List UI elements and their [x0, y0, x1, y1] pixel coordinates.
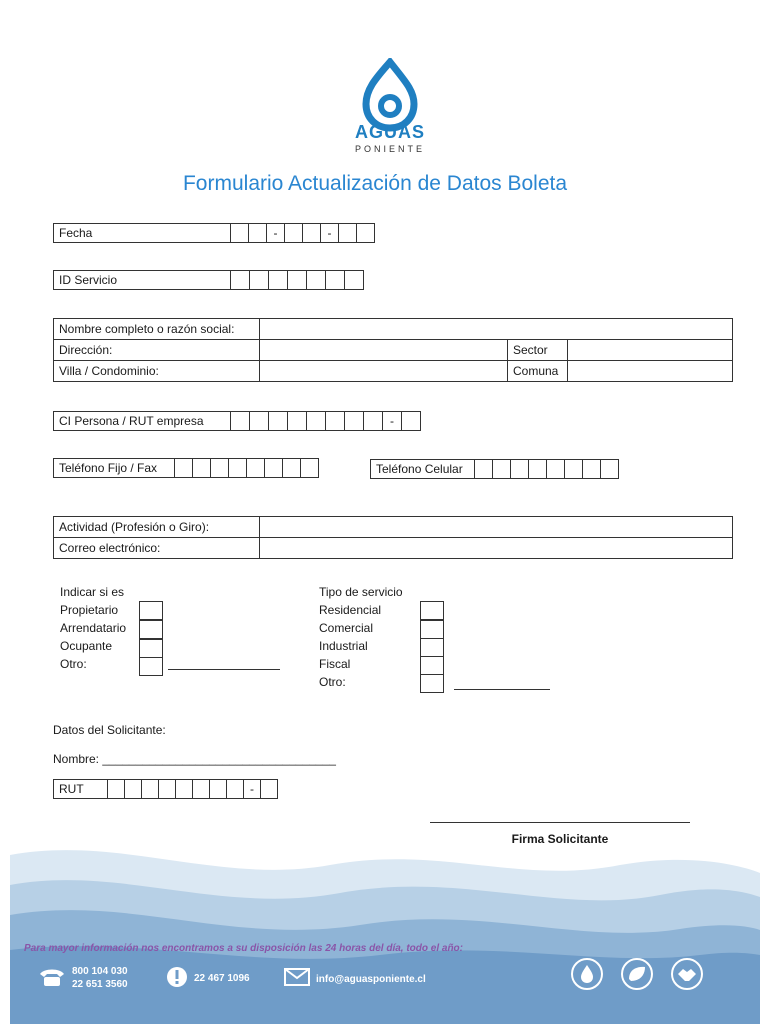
- tipo-option-residencial: Residencial: [319, 603, 382, 617]
- solicitante-rut-box[interactable]: [176, 779, 193, 799]
- telefono-celular-row: [370, 459, 619, 479]
- ci-box[interactable]: [288, 411, 307, 431]
- otro-indicar-checkbox[interactable]: [139, 657, 163, 676]
- envelope-icon: [284, 968, 310, 986]
- id-servicio-row: [53, 270, 364, 290]
- phone-numbers: [72, 965, 128, 991]
- water-drop-icon: [570, 957, 604, 991]
- otro-tipo-line[interactable]: [454, 676, 550, 690]
- telefono-celular-box[interactable]: [565, 459, 583, 479]
- correo-field[interactable]: [260, 538, 733, 559]
- solicitante-rut-label: RUT: [53, 779, 108, 799]
- telefono-celular-box[interactable]: [475, 459, 493, 479]
- telefono-fijo-box[interactable]: [211, 458, 229, 478]
- telefono-fijo-box[interactable]: [265, 458, 283, 478]
- correo-label: Correo electrónico:: [54, 538, 260, 559]
- ci-box[interactable]: [364, 411, 383, 431]
- fecha-label: Fecha: [53, 223, 231, 243]
- solicitante-rut-box[interactable]: [108, 779, 125, 799]
- tipo-option-industrial: Industrial: [319, 639, 368, 653]
- indicar-option-ocupante: Ocupante: [60, 639, 113, 653]
- arrendatario-checkbox[interactable]: [139, 620, 163, 639]
- tipo-servicio-heading: Tipo de servicio: [319, 585, 403, 599]
- ci-row: [53, 411, 421, 431]
- indicar-option-arrendatario: Arrendatario: [60, 621, 127, 635]
- ci-separator: -: [383, 411, 402, 431]
- comercial-checkbox[interactable]: [420, 620, 444, 639]
- fecha-separator: -: [267, 223, 285, 243]
- solicitante-rut-box[interactable]: [142, 779, 159, 799]
- solicitante-rut-box[interactable]: [125, 779, 142, 799]
- id-servicio-box[interactable]: [231, 270, 250, 290]
- ci-box[interactable]: [345, 411, 364, 431]
- telefono-celular-box[interactable]: [601, 459, 619, 479]
- telefono-fijo-label: Teléfono Fijo / Fax: [53, 458, 175, 478]
- fiscal-checkbox[interactable]: [420, 656, 444, 675]
- solicitante-heading: Datos del Solicitante:: [53, 723, 166, 737]
- nombre-field[interactable]: [260, 319, 733, 340]
- telefono-fijo-row: [53, 458, 319, 478]
- tipo-option-otro: Otro:: [319, 675, 346, 689]
- ci-box[interactable]: [269, 411, 288, 431]
- id-servicio-label: ID Servicio: [53, 270, 231, 290]
- phone-2[interactable]: 22 651 3560: [72, 979, 128, 990]
- solicitante-rut-box[interactable]: [193, 779, 210, 799]
- tipo-option-fiscal: Fiscal: [319, 657, 351, 671]
- telefono-fijo-box[interactable]: [247, 458, 265, 478]
- tipo-servicio-block: [319, 583, 403, 691]
- ci-box[interactable]: [231, 411, 250, 431]
- exclamation-icon: [166, 966, 188, 988]
- telefono-fijo-box[interactable]: [175, 458, 193, 478]
- telefono-celular-box[interactable]: [583, 459, 601, 479]
- logo-subword: PONIENTE: [354, 144, 425, 154]
- actividad-table: [53, 516, 733, 559]
- solicitante-rut-box[interactable]: [210, 779, 227, 799]
- fecha-row: [53, 223, 375, 243]
- sector-label: Sector: [508, 340, 568, 361]
- fecha-box[interactable]: [231, 223, 249, 243]
- telefono-fijo-box[interactable]: [283, 458, 301, 478]
- telefono-celular-label: Teléfono Celular: [370, 459, 475, 479]
- firma-line[interactable]: [430, 822, 690, 823]
- telefono-celular-box[interactable]: [529, 459, 547, 479]
- nombre-label: Nombre completo o razón social:: [54, 319, 260, 340]
- indicar-option-propietario: Propietario: [60, 603, 119, 617]
- propietario-checkbox[interactable]: [139, 601, 163, 620]
- id-servicio-box[interactable]: [326, 270, 345, 290]
- leaf-icon: [620, 957, 654, 991]
- solicitante-nombre[interactable]: Nombre: ___________________________________: [53, 752, 336, 766]
- direccion-field[interactable]: [260, 340, 508, 361]
- fecha-box[interactable]: [339, 223, 357, 243]
- otro-indicar-line[interactable]: [168, 656, 280, 670]
- logo-word: AGUAS: [354, 122, 425, 142]
- tipo-option-comercial: Comercial: [319, 621, 374, 635]
- ci-label: CI Persona / RUT empresa: [53, 411, 231, 431]
- phone-3[interactable]: 22 467 1096: [194, 973, 250, 984]
- villa-label: Villa / Condominio:: [54, 361, 260, 382]
- footer-wave-background: [0, 845, 770, 1024]
- telefono-fijo-box[interactable]: [193, 458, 211, 478]
- fecha-box[interactable]: [357, 223, 375, 243]
- form-title: Formulario Actualización de Datos Boleta: [182, 172, 568, 195]
- solicitante-rut-box[interactable]: [261, 779, 278, 799]
- telefono-fijo-box[interactable]: [301, 458, 319, 478]
- direccion-label: Dirección:: [54, 340, 260, 361]
- fecha-separator: -: [321, 223, 339, 243]
- telefono-fijo-box[interactable]: [229, 458, 247, 478]
- aguas-poniente-logo: [340, 58, 440, 168]
- firma-label: Firma Solicitante: [511, 832, 609, 846]
- indicar-block: [60, 583, 126, 673]
- comuna-label: Comuna: [508, 361, 568, 382]
- industrial-checkbox[interactable]: [420, 638, 444, 657]
- solicitante-rut-box[interactable]: [159, 779, 176, 799]
- solicitante-rut-box[interactable]: [227, 779, 244, 799]
- id-servicio-box[interactable]: [345, 270, 364, 290]
- comuna-field[interactable]: [568, 361, 733, 382]
- telefono-celular-box[interactable]: [547, 459, 565, 479]
- handshake-icon: [670, 957, 704, 991]
- phone-1[interactable]: 800 104 030: [72, 966, 128, 977]
- ci-box[interactable]: [402, 411, 421, 431]
- telefono-celular-box[interactable]: [493, 459, 511, 479]
- id-servicio-box[interactable]: [269, 270, 288, 290]
- actividad-field[interactable]: [260, 517, 733, 538]
- fecha-box[interactable]: [303, 223, 321, 243]
- indicar-heading: Indicar si es: [60, 585, 125, 599]
- ci-box[interactable]: [307, 411, 326, 431]
- villa-field[interactable]: [260, 361, 508, 382]
- id-servicio-box[interactable]: [250, 270, 269, 290]
- indicar-option-otro: Otro:: [60, 657, 87, 671]
- id-servicio-box[interactable]: [288, 270, 307, 290]
- telefono-celular-box[interactable]: [511, 459, 529, 479]
- otro-tipo-checkbox[interactable]: [420, 674, 444, 693]
- solicitante-rut-row: [53, 779, 278, 799]
- solicitante-rut-separator: -: [244, 779, 261, 799]
- fecha-box[interactable]: [249, 223, 267, 243]
- phone-icon: [38, 966, 66, 988]
- ci-box[interactable]: [250, 411, 269, 431]
- sector-field[interactable]: [568, 340, 733, 361]
- ocupante-checkbox[interactable]: [139, 639, 163, 658]
- residencial-checkbox[interactable]: [420, 601, 444, 620]
- info-table: [53, 318, 733, 382]
- footer-email[interactable]: info@aguasponiente.cl: [316, 974, 426, 985]
- id-servicio-box[interactable]: [307, 270, 326, 290]
- ci-box[interactable]: [326, 411, 345, 431]
- actividad-label: Actividad (Profesión o Giro):: [54, 517, 260, 538]
- footer-message: Para mayor información nos encontramos a su disposición las 24 horas del día, todo el año:: [24, 943, 463, 954]
- fecha-box[interactable]: [285, 223, 303, 243]
